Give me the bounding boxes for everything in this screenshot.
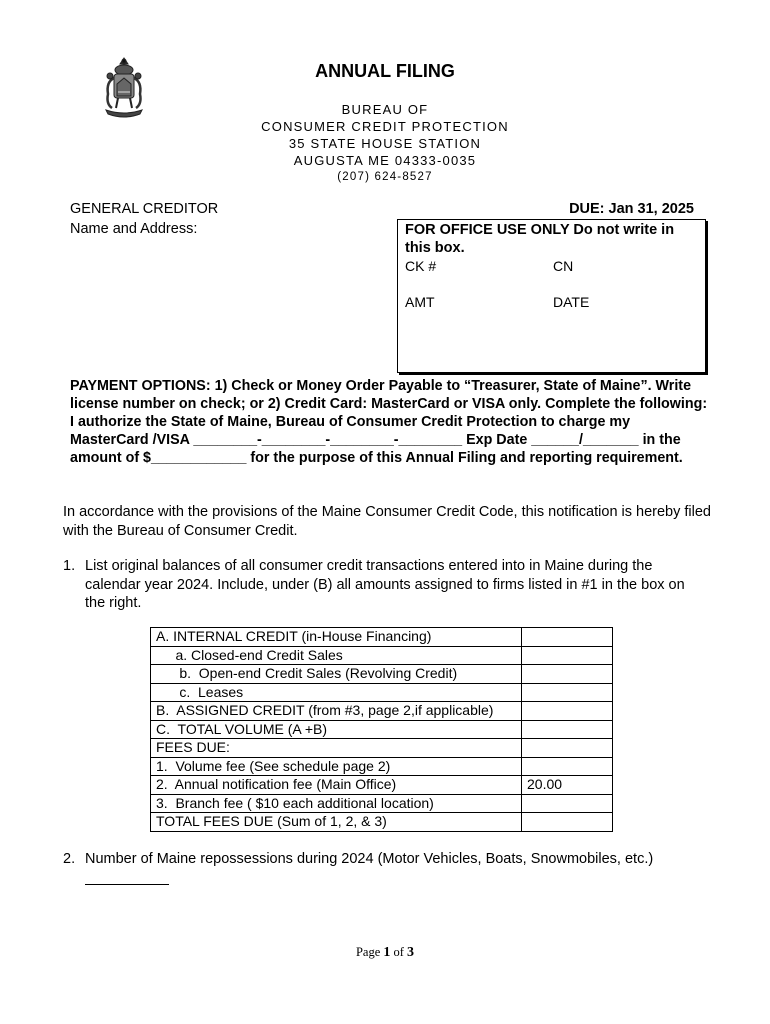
bureau-phone: (207) 624-8527	[337, 171, 433, 183]
row-value[interactable]	[522, 794, 613, 813]
row-value[interactable]	[522, 646, 613, 665]
row-label: a. Closed-end Credit Sales	[151, 646, 522, 665]
credit-volume-table	[150, 627, 613, 832]
page-title: ANNUAL FILING	[315, 61, 455, 81]
item-number: 2.	[63, 851, 76, 867]
repossessions-answer-line[interactable]	[85, 870, 169, 885]
office-use-box	[397, 219, 706, 373]
row-value[interactable]	[522, 665, 613, 684]
row-label: 1. Volume fee (See schedule page 2)	[151, 757, 522, 776]
list-item	[63, 850, 723, 870]
date-field-label: DATE	[553, 294, 590, 310]
table-row	[151, 813, 613, 832]
page-number: 1	[383, 945, 391, 960]
office-use-heading: FOR OFFICE USE ONLY Do not write in this box.	[405, 222, 675, 256]
row-label: c. Leases	[151, 683, 522, 702]
bureau-address	[0, 101, 770, 186]
table-row	[151, 794, 613, 813]
table-row	[151, 757, 613, 776]
bureau-line: 35 STATE HOUSE STATION	[288, 136, 482, 151]
table-row	[151, 683, 613, 702]
page-total: 3	[407, 945, 415, 960]
item-number: 1.	[63, 558, 76, 574]
row-value[interactable]: 20.00	[522, 776, 613, 795]
row-value[interactable]	[522, 813, 613, 832]
item-text: Number of Maine repossessions during 2024 (Motor Vehicles, Boats, Snowmobiles, etc.)	[85, 851, 654, 867]
item-text: List original balances of all consumer credit transactions entered into in Maine during the calendar year 2024. Include, under (B) all amounts assigned to firms listed in #1 in the box on the right.	[85, 558, 685, 611]
amt-field-label: AMT	[405, 294, 435, 310]
table-row	[151, 665, 613, 684]
general-creditor-label: GENERAL CREDITOR	[70, 201, 219, 217]
table-row	[151, 646, 613, 665]
row-label: 2. Annual notification fee (Main Office)	[151, 776, 522, 795]
row-label: b. Open-end Credit Sales (Revolving Credit)	[151, 665, 522, 684]
intro-paragraph: In accordance with the provisions of the Maine Consumer Credit Code, this notification is hereby filed with the Bureau of Consumer Credit.	[63, 504, 711, 539]
cn-field-label: CN	[553, 258, 574, 274]
row-label: B. ASSIGNED CREDIT (from #3, page 2,if applicable)	[151, 702, 522, 721]
ck-field-label: CK #	[405, 258, 437, 274]
table-row	[151, 739, 613, 758]
row-label: 3. Branch fee ( $10 each additional location)	[151, 794, 522, 813]
row-label: C. TOTAL VOLUME (A +B)	[151, 720, 522, 739]
row-label: TOTAL FEES DUE (Sum of 1, 2, & 3)	[151, 813, 522, 832]
of-word: of	[393, 945, 404, 959]
table-row	[151, 720, 613, 739]
table-row	[151, 702, 613, 721]
row-value[interactable]	[522, 683, 613, 702]
payment-options: PAYMENT OPTIONS: 1) Check or Money Order Payable to “Treasurer, State of Maine”. Write license number on check; or 2) Credit Card: MasterCard or VISA only. Complete the following: I authorize the State of Maine, Bureau of Consumer Credit Protection to charge my MasterCard /VISA ________-________-________-________ Exp Date ______/_______ in the amount of $____________ for the purpose of this Annual Filing and reporting requirement.	[70, 378, 708, 466]
due-date: DUE: Jan 31, 2025	[569, 201, 694, 217]
bureau-line: BUREAU OF	[341, 102, 429, 117]
row-value[interactable]	[522, 757, 613, 776]
name-address-label: Name and Address:	[70, 221, 198, 237]
row-value[interactable]	[522, 739, 613, 758]
row-value[interactable]	[522, 628, 613, 647]
page-footer	[0, 945, 770, 961]
list-item	[63, 557, 723, 613]
bureau-line: CONSUMER CREDIT PROTECTION	[261, 119, 509, 134]
row-value[interactable]	[522, 702, 613, 721]
row-value[interactable]	[522, 720, 613, 739]
bureau-line: AUGUSTA ME 04333-0035	[293, 153, 477, 168]
table-row	[151, 628, 613, 647]
row-label: FEES DUE:	[151, 739, 522, 758]
row-label: A. INTERNAL CREDIT (in-House Financing)	[151, 628, 522, 647]
page-word: Page	[355, 945, 381, 959]
table-row	[151, 776, 613, 795]
